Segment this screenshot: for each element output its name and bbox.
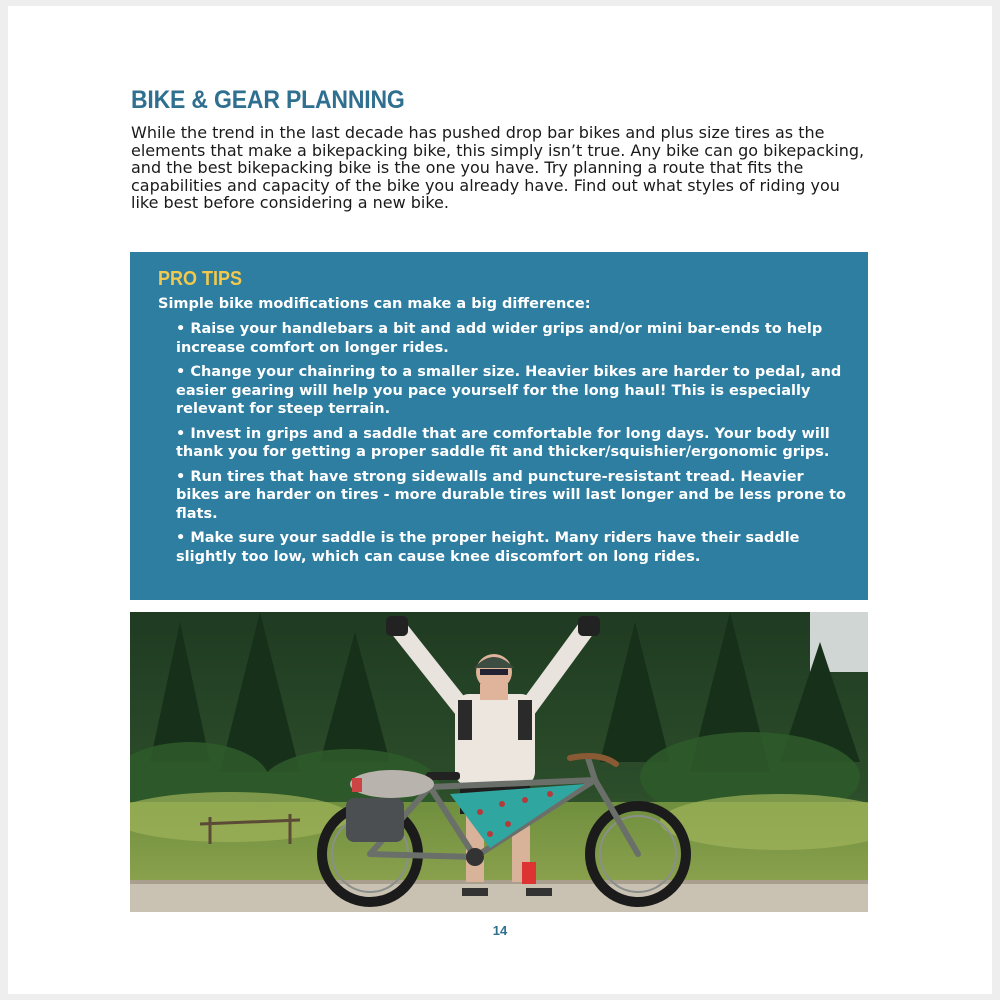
- pro-tips-box: [130, 252, 868, 600]
- page-heading: BIKE & GEAR PLANNING: [131, 86, 405, 114]
- pro-tips-lead: Simple bike modifications can make a big difference:: [158, 296, 591, 312]
- pro-tip-item: • Run tires that have strong sidewalls and puncture-resistant tread. Heavier bikes are harder on tires - more durable tires will last longer and be less prone to flats.: [176, 468, 846, 522]
- cyclist-photo-illustration: [130, 612, 868, 912]
- book-page: [8, 6, 992, 994]
- pro-tip-item: • Make sure your saddle is the proper height. Many riders have their saddle slightly too low, which can cause knee discomfort on long rides.: [176, 530, 800, 565]
- page-number: 14: [492, 923, 508, 938]
- intro-paragraph: While the trend in the last decade has pushed drop bar bikes and plus size tires as the elements that make a bikepacking bike, this simply isn’t true. Any bike can go bikepacking, and the best bikepacking bike is the one you have. Try planning a route that fits the capabilities and capacity of the bike you already have. Find out what styles of riding you like best before considering a new bike.: [131, 123, 865, 213]
- pro-tip-item: • Raise your handlebars a bit and add wider grips and/or mini bar-ends to help increase comfort on longer rides.: [176, 321, 823, 356]
- pro-tip-item: • Change your chainring to a smaller size. Heavier bikes are harder to pedal, and easier gearing will help you pace yourself for the long haul! This is especially relevant for steep terrain.: [176, 364, 842, 417]
- pro-tip-item: • Invest in grips and a saddle that are comfortable for long days. Your body will thank you for getting a proper saddle fit and thicker/squishier/ergonomic grips.: [176, 425, 830, 460]
- pro-tips-title: PRO TIPS: [158, 268, 243, 290]
- pro-tips-list: [176, 320, 848, 572]
- cyclist-photo: [130, 612, 868, 912]
